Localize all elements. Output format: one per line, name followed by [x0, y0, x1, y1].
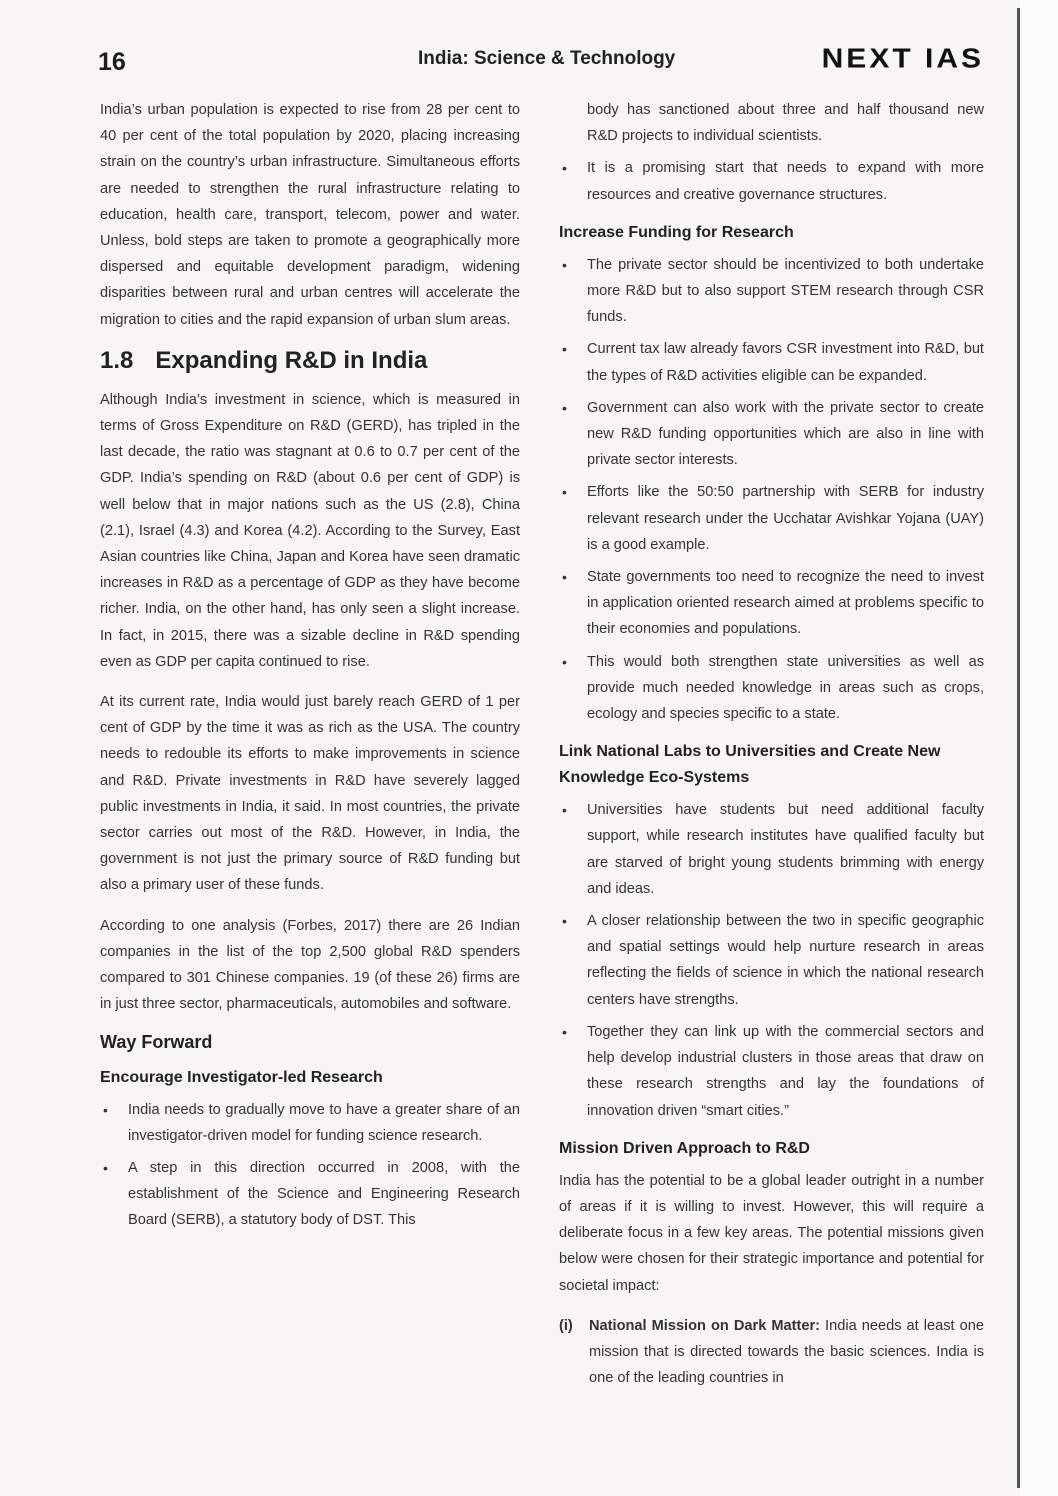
heading-link-national-labs: Link National Labs to Universities and Create New Knowledge Eco-Systems — [559, 743, 941, 787]
heading-investigator-research: Encourage Investigator-led Research — [100, 1068, 383, 1086]
list-item: • Government can also work with the private sector to create new R&D funding opportunities which are also in line with private sector interests. — [559, 395, 984, 474]
running-title: India: Science & Technology — [418, 48, 676, 69]
list-item: • This would both strengthen state universities as well as provide much needed knowledge in areas such as crops, ecology and species specific to a state. — [559, 649, 984, 728]
list-item: • Together they can link up with the commercial sectors and help develop industrial clusters in those areas that draw on these research strengths and lay the foundations of innovation driven “smart cities.” — [559, 1019, 984, 1124]
mission-body — [589, 1313, 984, 1392]
paragraph-gerd: Although India’s investment in science, which is measured in terms of Gross Expenditure on R&D (GERD), has tripled in the last decade, the ratio was stagnant at 0.6 to 0.7 per cent of the GDP. India’s spending on R&D (about 0.6 per cent of GDP) is well below that in major nations such as the US (2.8), China (2.1), Israel (4.3) and Korea (4.2). According to the Survey, East Asian countries like China, Japan and Korea have seen dramatic increases in R&D as a percentage of GDP as they have become richer. India, on the other hand, has only seen a slight increase. In fact, in 2015, there was a sizable decline in R&D spending even as GDP per capita continued to rise. — [100, 391, 520, 670]
paragraph-current-rate: At its current rate, India would just barely reach GERD of 1 per cent of GDP by the time it was as rich as the USA. The country needs to redouble its efforts to make improvements in science and R&D. Private investments in R&D have severely lagged public investments in India, it said. In most countries, the private sector carries out most of the R&D. However, in India, the government is not just the primary source of R&D funding but also a primary user of these funds. — [100, 694, 520, 894]
mission-text: India needs at least one mission that is directed towards the basic sciences. India is one of the leading countries in — [589, 1317, 984, 1387]
continued-bullet-text: body has sanctioned about three and half thousand new R&D projects to individual scientists. — [587, 102, 984, 145]
section-title: Expanding R&D in India — [155, 346, 428, 374]
brand-logo: NEXT IAS — [821, 43, 984, 74]
list-item: • State governments too need to recognize the need to invest in application oriented research aimed at problems specific to their economies and populations. — [559, 564, 984, 643]
heading-increase-funding: Increase Funding for Research — [559, 223, 794, 241]
section-number: 1.8 — [100, 346, 134, 374]
list-item: • Current tax law already favors CSR investment into R&D, but the types of R&D activities eligible can be expanded. — [559, 336, 984, 388]
right-column — [559, 97, 984, 1391]
list-item: • The private sector should be incentivized to both undertake more R&D but to also support STEM research through CSR funds. — [559, 252, 984, 331]
page-margin-right — [1020, 0, 1058, 1496]
list-item: • Efforts like the 50:50 partnership with SERB for industry relevant research under the Ucchatar Avishkar Yojana (UAY) is a good example. — [559, 479, 984, 558]
list-item: • India needs to gradually move to have a greater share of an investigator-driven model for funding science research. — [100, 1097, 520, 1149]
list-item: • A step in this direction occurred in 2008, with the establishment of the Science and Engineering Research Board (SERB), a statutory body of DST. This — [100, 1155, 520, 1234]
funding-bullet-list — [559, 252, 984, 727]
intro-paragraph: India’s urban population is expected to rise from 28 per cent to 40 per cent of the total population by 2020, placing increasing strain on the country’s urban infrastructure. Simultaneous efforts are needed to strengthen the rural infrastructure relating to education, health care, transport, telecom, power and water. Unless, bold steps are taken to promote a geographically more dispersed and equitable development paradigm, widening disparities between rural and urban centres will accelerate the migration to cities and the rapid expansion of urban slum areas. — [100, 102, 520, 328]
paragraph-mission: India has the potential to be a global leader outright in a number of areas if it is willing to invest. However, this will require a deliberate focus in a few key areas. The potential missions given below were chosen for their strategic importance and potential for societal impact: — [559, 1172, 984, 1294]
mission-item — [559, 1313, 984, 1392]
heading-mission-driven: Mission Driven Approach to R&D — [559, 1139, 810, 1157]
paragraph-forbes: According to one analysis (Forbes, 2017) there are 26 Indian companies in the list of the top 2,500 global R&D spenders compared to 301 Chinese companies. 19 (of these 26) firms are in just three sector, pharmaceuticals, automobiles and software. — [100, 917, 520, 1013]
list-item: • Universities have students but need additional faculty support, while research institutes have qualified faculty but are starved of bright young students brimming with energy and ideas. — [559, 797, 984, 902]
heading-way-forward: Way Forward — [100, 1031, 213, 1052]
list-item: • A closer relationship between the two in specific geographic and spatial settings would help nurture research in areas reflecting the fields of science in which the national research centers have strengths. — [559, 908, 984, 1013]
mission-number: (i) — [559, 1317, 573, 1334]
page-number: 16 — [98, 48, 126, 76]
investigator-bullet-list — [100, 1097, 520, 1234]
page-header — [98, 44, 984, 80]
list-item: • It is a promising start that needs to expand with more resources and creative governance structures. — [559, 155, 984, 207]
mission-title: National Mission on Dark Matter: — [589, 1317, 821, 1334]
labs-bullet-list — [559, 797, 984, 1123]
left-column — [100, 97, 520, 1242]
section-heading — [100, 347, 520, 375]
continued-bullet-list — [559, 155, 984, 207]
